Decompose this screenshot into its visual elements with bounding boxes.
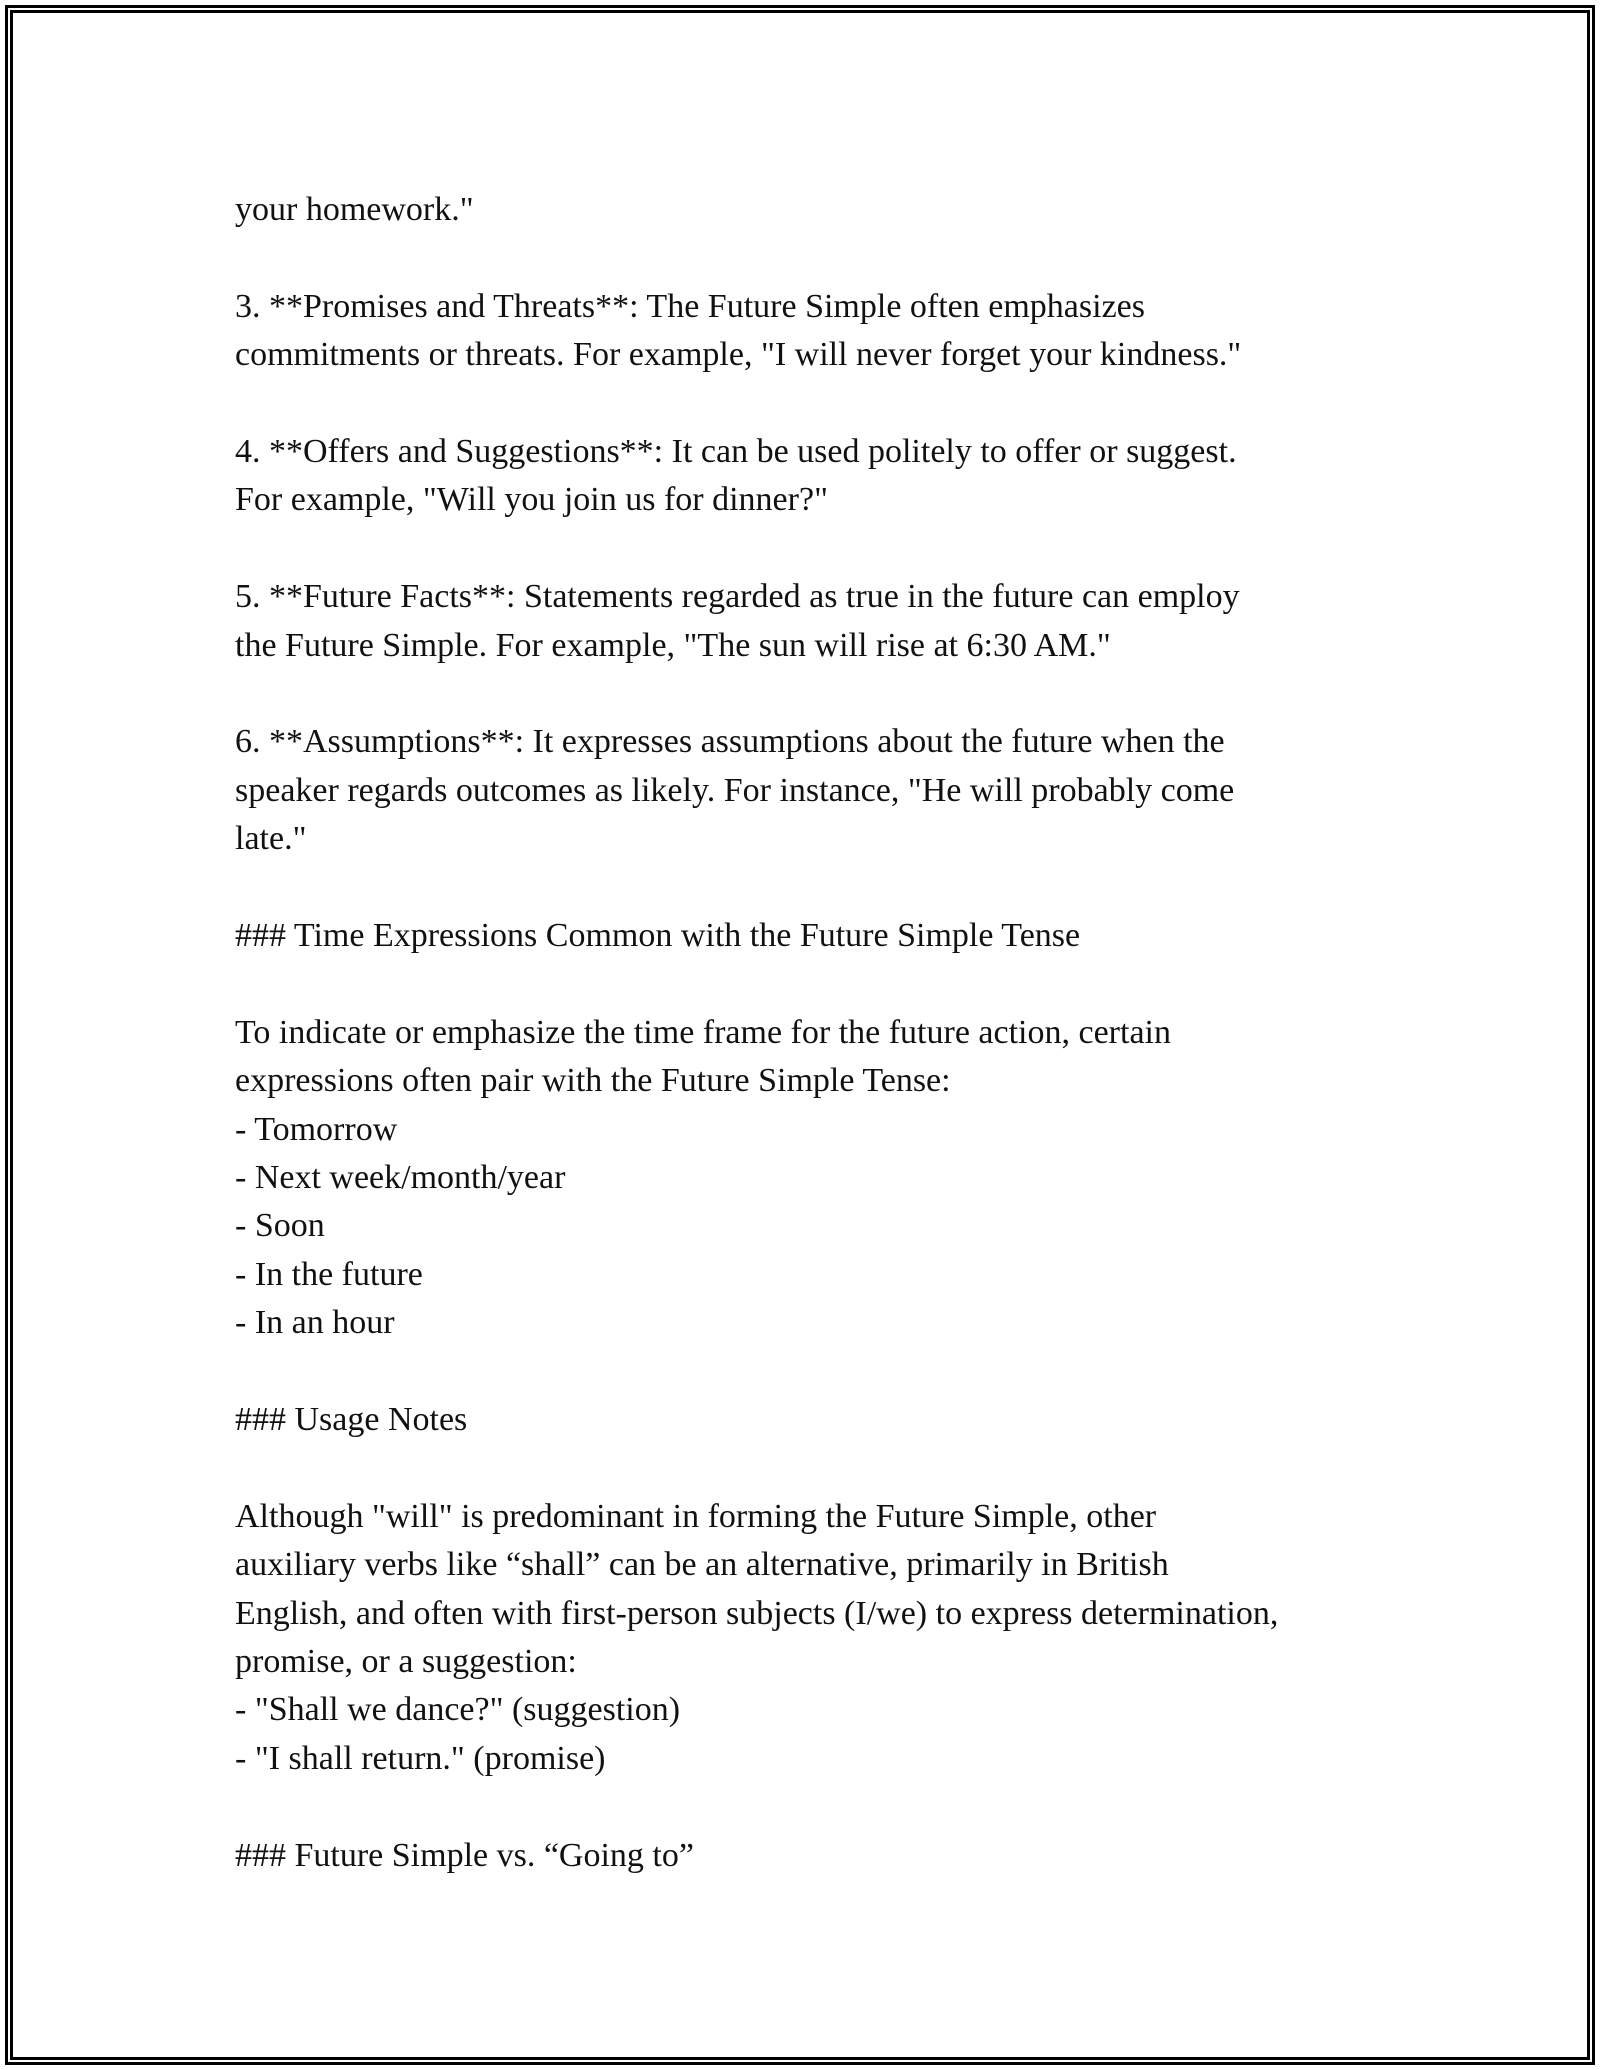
paragraph-line: promise, or a suggestion: <box>235 1643 577 1681</box>
paragraph-line: 5. **Future Facts**: Statements regarded as true in the future can employ <box>235 578 1240 616</box>
paragraph-line: 6. **Assumptions**: It expresses assumptions about the future when the <box>235 723 1225 761</box>
bullet-item: - In the future <box>235 1255 423 1293</box>
paragraph-gap <box>235 525 1395 573</box>
bullet-item: - Soon <box>235 1207 325 1245</box>
paragraph-line: commitments or threats. For example, "I will never forget your kindness." <box>235 336 1242 374</box>
paragraph-line: the Future Simple. For example, "The sun will rise at 6:30 AM." <box>235 626 1111 664</box>
paragraph-gap <box>235 380 1395 428</box>
bullet-item: - Tomorrow <box>235 1110 398 1148</box>
list-item-promises-threats <box>235 283 1395 380</box>
paragraph-line: 4. **Offers and Suggestions**: It can be used politely to offer or suggest. <box>235 433 1237 470</box>
bullet-item: - "I shall return." (promise) <box>235 1739 606 1777</box>
list-item-offers-suggestions <box>235 428 1395 525</box>
paragraph-line: your homework." <box>235 191 474 228</box>
paragraph-gap <box>235 1348 1395 1396</box>
paragraph-line: 3. **Promises and Threats**: The Future Simple often emphasizes <box>235 287 1145 325</box>
paragraph-gap <box>235 1444 1395 1492</box>
paragraph-line: speaker regards outcomes as likely. For instance, "He will probably come <box>235 771 1235 809</box>
section-heading-going-to: ### Future Simple vs. “Going to” <box>235 1836 694 1874</box>
paragraph-line: late." <box>235 820 307 858</box>
paragraph-line: For example, "Will you join us for dinner?" <box>235 481 828 519</box>
list-item-assumptions <box>235 718 1395 863</box>
bullet-item: - "Shall we dance?" (suggestion) <box>235 1691 681 1729</box>
section-heading-usage-notes: ### Usage Notes <box>235 1401 468 1439</box>
paragraph-line: Although "will" is predominant in forming the Future Simple, other <box>235 1497 1157 1535</box>
section-heading-time-expressions: ### Time Expressions Common with the Future Simple Tense <box>235 917 1081 955</box>
usage-notes-paragraph <box>235 1493 1395 1783</box>
paragraph-line: expressions often pair with the Future Simple Tense: <box>235 1062 951 1100</box>
paragraph-gap <box>235 670 1395 718</box>
bullet-item: - Next week/month/year <box>235 1159 566 1197</box>
paragraph-gap <box>235 960 1395 1008</box>
paragraph-line: English, and often with first-person subjects (I/we) to express determination, <box>235 1594 1279 1632</box>
paragraph-line: To indicate or emphasize the time frame for the future action, certain <box>235 1013 1171 1051</box>
bullet-item: - In an hour <box>235 1304 395 1342</box>
document-body <box>235 186 1395 1880</box>
paragraph-gap <box>235 864 1395 912</box>
list-item-future-facts <box>235 573 1395 670</box>
paragraph-line: auxiliary verbs like “shall” can be an alternative, primarily in British <box>235 1546 1169 1584</box>
time-expressions-paragraph <box>235 1009 1395 1348</box>
paragraph-gap <box>235 234 1395 282</box>
paragraph-gap <box>235 1783 1395 1831</box>
